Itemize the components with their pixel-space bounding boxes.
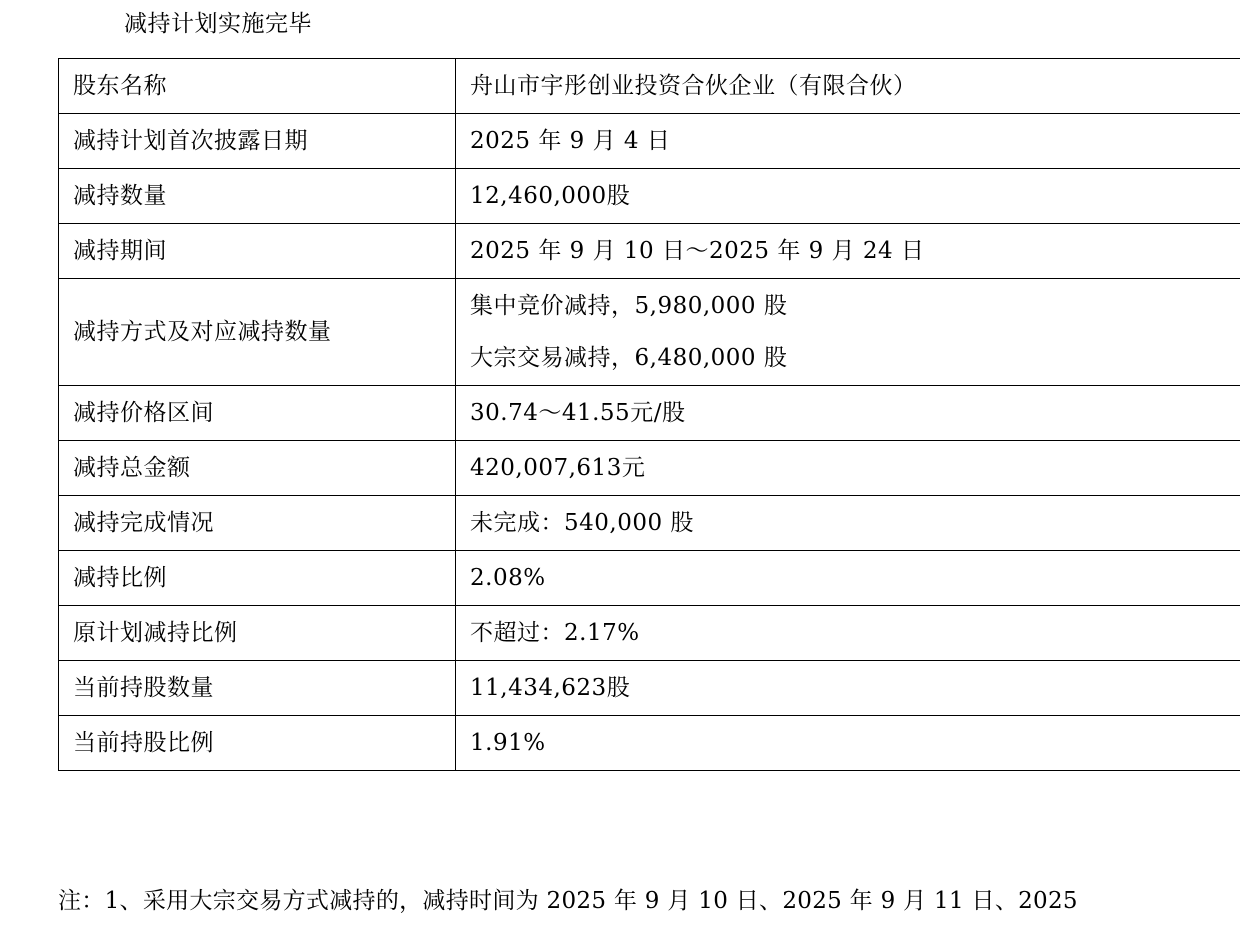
- row-value: [456, 114, 1240, 169]
- row-value: [456, 496, 1240, 551]
- value-line: 集中竞价减持，5,980,000 股: [470, 293, 788, 319]
- table-body: [59, 59, 1240, 771]
- table-row: [59, 279, 1240, 386]
- row-value: [456, 386, 1240, 441]
- row-value: [456, 279, 1240, 386]
- table-row: [59, 496, 1240, 551]
- row-value: [456, 606, 1240, 661]
- value-line: 大宗交易减持，6,480,000 股: [470, 345, 788, 371]
- row-value: [456, 224, 1240, 279]
- page-title: 减持计划实施完毕: [124, 11, 312, 37]
- value-line: 420,007,613元: [470, 455, 646, 481]
- table-row: [59, 169, 1240, 224]
- table-row: [59, 606, 1240, 661]
- row-value: [456, 441, 1240, 496]
- row-value: [456, 169, 1240, 224]
- table-row: [59, 716, 1240, 771]
- row-label: 减持方式及对应减持数量: [59, 279, 456, 386]
- row-label: 减持完成情况: [59, 496, 456, 551]
- value-line: 2025 年 9 月 10 日～2025 年 9 月 24 日: [470, 238, 925, 264]
- row-label: 减持比例: [59, 551, 456, 606]
- row-label: 减持数量: [59, 169, 456, 224]
- row-value: [456, 59, 1240, 114]
- row-label: 减持计划首次披露日期: [59, 114, 456, 169]
- table-row: [59, 59, 1240, 114]
- value-line: 未完成：540,000 股: [470, 510, 694, 536]
- table-row: [59, 551, 1240, 606]
- table-row: [59, 441, 1240, 496]
- row-label: 当前持股数量: [59, 661, 456, 716]
- table-row: [59, 224, 1240, 279]
- value-line: 30.74～41.55元/股: [470, 400, 686, 426]
- value-line: 舟山市宇彤创业投资合伙企业（有限合伙）: [470, 73, 917, 99]
- table-row: [59, 661, 1240, 716]
- row-label: 减持期间: [59, 224, 456, 279]
- row-label: 原计划减持比例: [59, 606, 456, 661]
- value-line: 2025 年 9 月 4 日: [470, 128, 671, 154]
- table-row: [59, 386, 1240, 441]
- row-value: [456, 716, 1240, 771]
- row-label: 当前持股比例: [59, 716, 456, 771]
- row-label: 减持价格区间: [59, 386, 456, 441]
- value-line: 11,434,623股: [470, 675, 631, 701]
- value-line: 12,460,000股: [470, 183, 631, 209]
- share-reduction-table: [58, 58, 1240, 771]
- value-line: 不超过：2.17%: [470, 620, 640, 646]
- row-label: 股东名称: [59, 59, 456, 114]
- table-footnote: 注：1、采用大宗交易方式减持的，减持时间为 2025 年 9 月 10 日、2025 年 9 月 11 日、2025: [58, 888, 1078, 914]
- value-line: 2.08%: [470, 565, 546, 591]
- row-value: [456, 661, 1240, 716]
- row-value: [456, 551, 1240, 606]
- table-row: [59, 114, 1240, 169]
- value-line: 1.91%: [470, 730, 546, 756]
- row-label: 减持总金额: [59, 441, 456, 496]
